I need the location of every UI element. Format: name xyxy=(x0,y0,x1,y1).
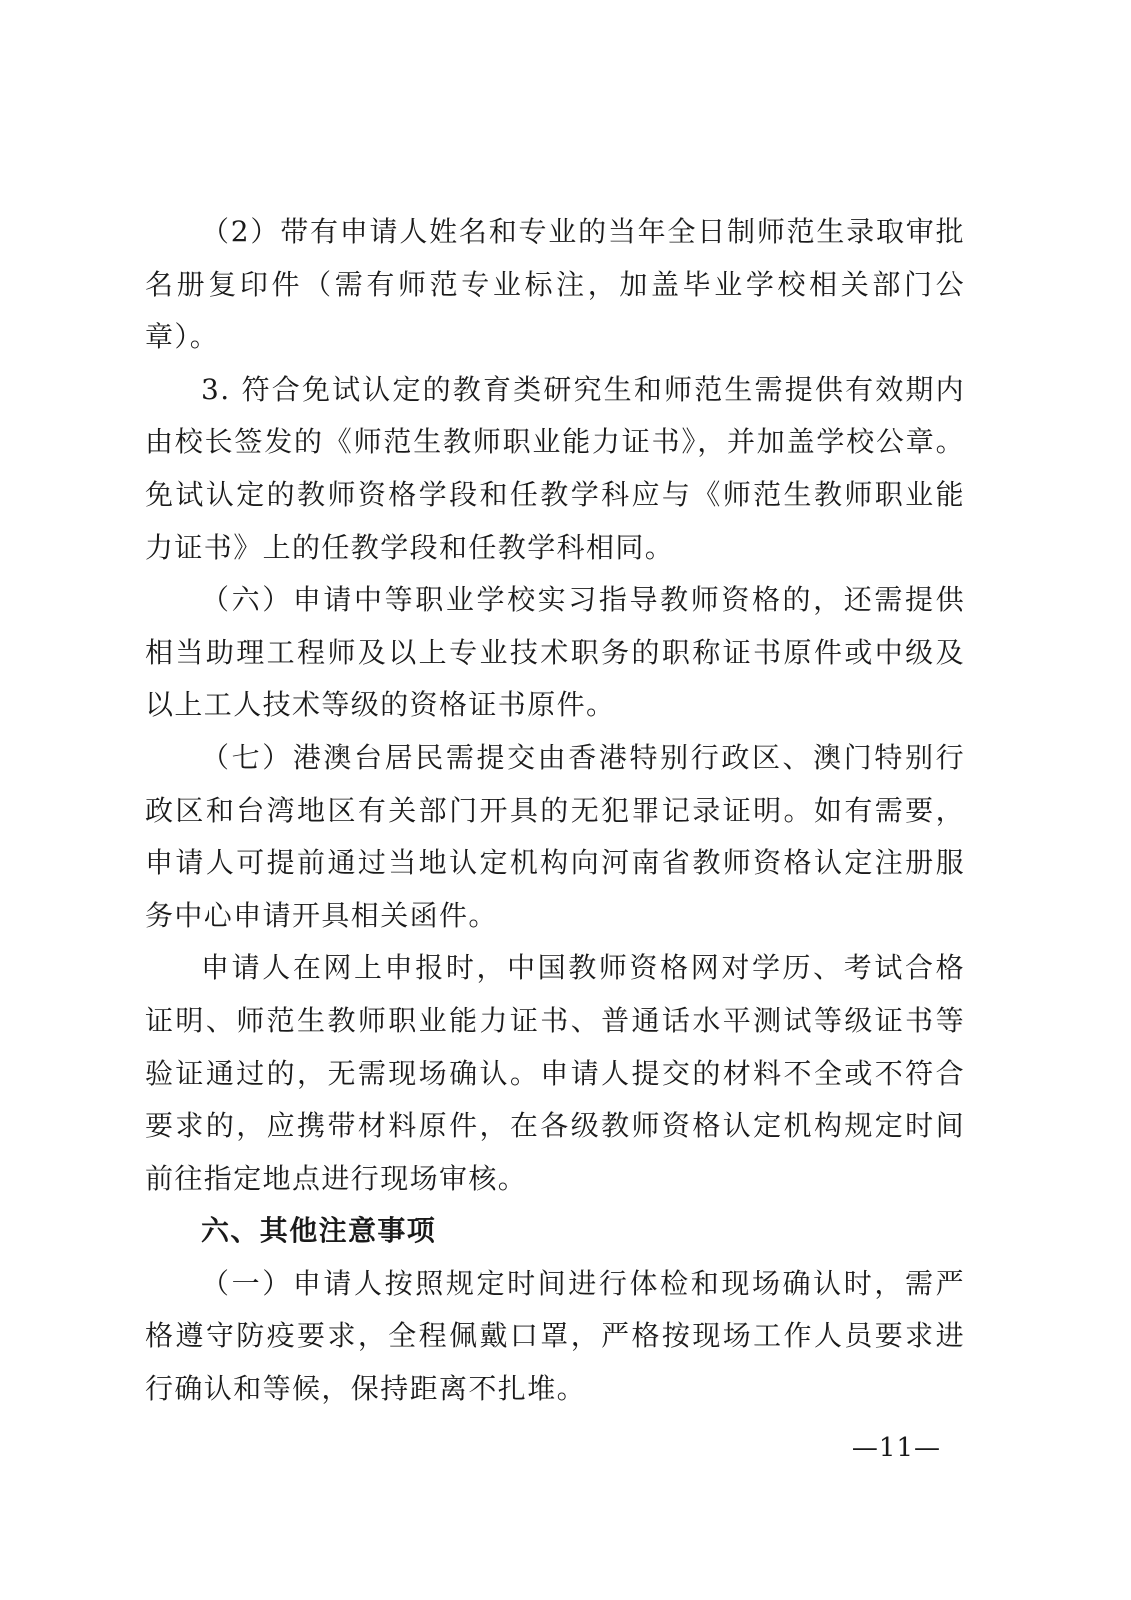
body-text xyxy=(145,206,965,1416)
paragraph-vocational-instructor: （六）申请中等职业学校实习指导教师资格的，还需提供相当助理工程师及以上专业技术职务的职称证书原件或中级及以上工人技术等级的资格证书原件。 xyxy=(145,583,965,722)
paragraph-hk-macao-taiwan: （七）港澳台居民需提交由香港特别行政区、澳门特别行政区和台湾地区有关部门开具的无犯罪记录证明。如有需要，申请人可提前通过当地认定机构向河南省教师资格认定注册服务中心申请开具相关函件。 xyxy=(145,740,965,932)
paragraph-online-verification: 申请人在网上申报时，中国教师资格网对学历、考试合格证明、师范生教师职业能力证书、普通话水平测试等级证书等验证通过的，无需现场确认。申请人提交的材料不全或不符合要求的，应携带材料原件，在各级教师资格认定机构规定时间前往指定地点进行现场审核。 xyxy=(145,951,965,1195)
paragraph-epidemic-prevention: （一）申请人按照规定时间进行体检和现场确认时，需严格遵守防疫要求，全程佩戴口罩，严格按现场工作人员要求进行确认和等候，保持距离不扎堆。 xyxy=(145,1266,965,1406)
paragraph-enrollment-roster: （2）带有申请人姓名和专业的当年全日制师范生录取审批名册复印件（需有师范专业标注，加盖毕业学校相关部门公章）。 xyxy=(145,215,965,354)
page-number: —11— xyxy=(851,1433,941,1463)
paragraph-exam-exemption: 3. 符合免试认定的教育类研究生和师范生需提供有效期内由校长签发的《师范生教师职业能力证书》，并加盖学校公章。免试认定的教师资格学段和任教学科应与《师范生教师职业能力证书》上的任教学段和任教学科相同。 xyxy=(145,372,965,564)
section-heading: 六、其他注意事项 xyxy=(201,1214,437,1248)
